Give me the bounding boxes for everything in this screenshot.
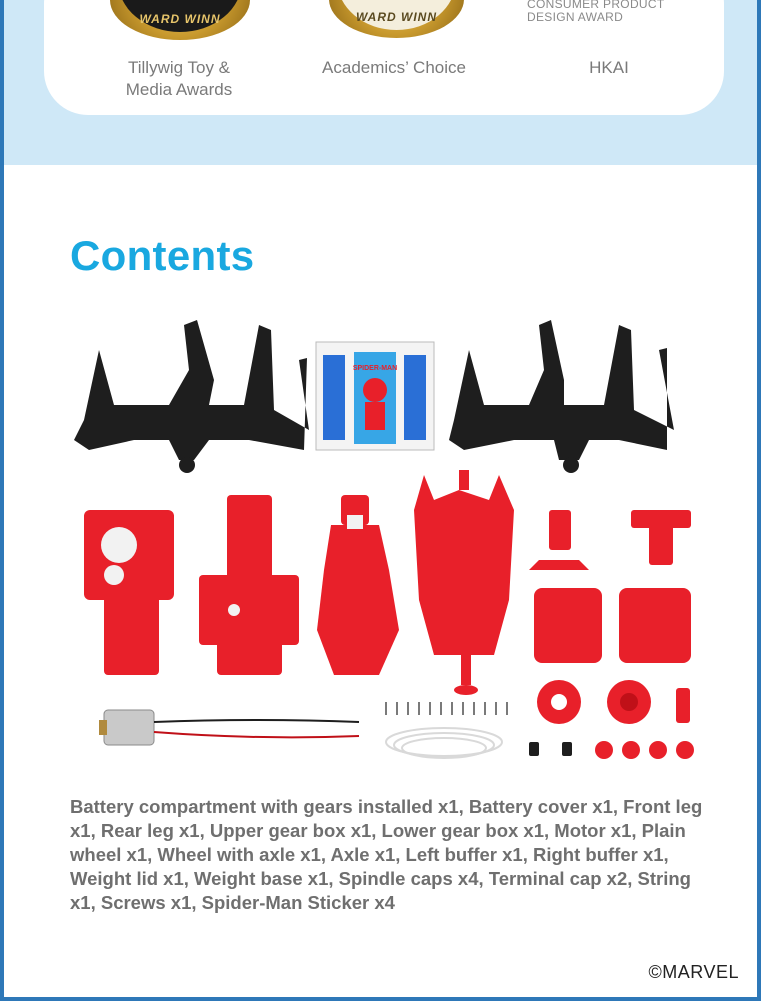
front-leg-part [74,320,309,473]
medal-text: WARD WINN [139,12,221,26]
spindle-caps [595,741,694,759]
kit-parts-image [59,310,709,780]
spider-man-sticker-sheet [316,342,434,450]
motor-part [99,710,359,745]
sticker-text: SPIDER-MAN [352,365,398,372]
wheel-with-axle [607,680,651,724]
marvel-copyright: ©MARVEL [648,962,739,982]
rear-leg-part [449,320,674,473]
string-coil [386,728,502,758]
weight-lid [619,510,691,663]
medal-text: WARD WINN [356,10,437,24]
award-academics-choice: Academics’ Choice [322,58,466,77]
terminal-caps [529,742,572,756]
battery-cover [199,495,299,675]
plain-wheel [537,680,581,724]
lower-gear-box [414,470,514,695]
award-tillywig: Tillywig Toy & Media Awards [125,58,233,99]
contents-title: Contents [70,232,255,279]
awards-card [44,0,724,115]
tillywig-medal-icon [110,0,250,40]
upper-gear-box [317,495,399,675]
contents-description: Battery compartment with gears installed x1, Battery cover x1, Front leg x1, Rear leg x1, Upper gear box x1, Lower gear box x1, Motor x1, Plain wheel x1, Wheel with axle x1, Axle x1, Left buffer x1, Right buffer x1, Weight lid x1, Weight base x1, Spindle caps x4, Terminal cap x2, String x1, Screws x1, Spider-Man Sticker x4 [70,796,703,913]
hkai-logo-text: CONSUMER PRODUCT DESIGN AWARD [527,0,665,24]
screws [386,702,507,715]
academics-choice-medal-icon [329,0,464,38]
award-hkai: HKAI [589,58,629,77]
weight-base [529,510,602,663]
battery-compartment-with-gears [84,510,174,675]
awards-band [4,0,757,165]
axle [676,688,690,723]
